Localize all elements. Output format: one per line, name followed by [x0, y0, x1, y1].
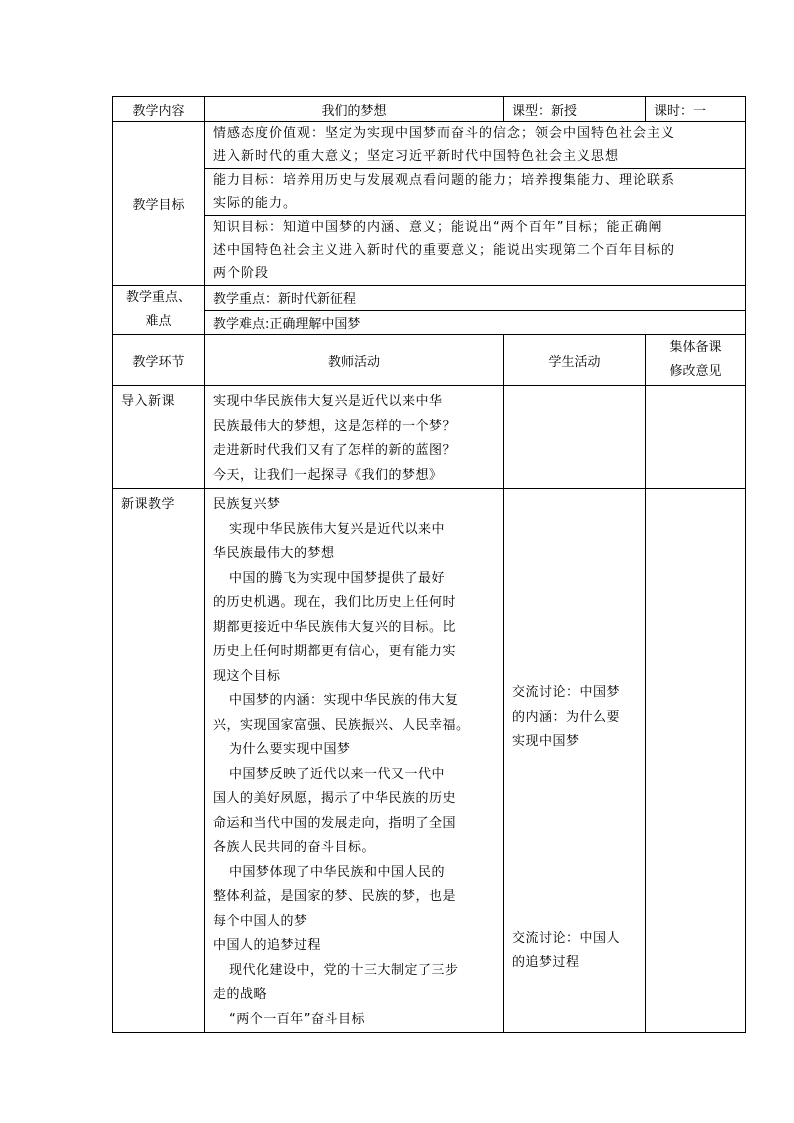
teacher-activity-intro: [205, 386, 504, 489]
key-points-label: [113, 286, 205, 335]
teacher-line: 命运和当代中国的发展走向，指明了全国: [213, 815, 457, 831]
teacher-line: 兴，实现国家富强、民族振兴、人民幸福。: [213, 717, 470, 733]
teacher-line: 中国梦反映了近代以来一代又一代中: [229, 766, 446, 782]
lesson-plan-table: [112, 96, 746, 1033]
column-stage: 教学环节: [113, 335, 205, 386]
teacher-line: 民族复兴梦: [213, 497, 281, 512]
student-activity-new-lesson: [504, 489, 646, 1033]
objective-line: 能力目标：培养用历史与发展观点看问题的能力；培养搜集能力、理论联系: [213, 173, 676, 188]
student-line: 的追梦过程: [512, 955, 580, 970]
objective-row: [113, 122, 746, 169]
student-line: 交流讨论：中国人: [512, 930, 621, 946]
column-revision-line2: 修改意见: [669, 364, 722, 379]
teacher-line: 今天，让我们一起探寻《我们的梦想》: [213, 467, 443, 483]
teacher-line: 实现中华民族伟大复兴是近代以来中: [229, 521, 446, 537]
student-spacer: [512, 493, 637, 681]
teacher-line: 的历史机遇。现在，我们比历史上任何时: [213, 595, 457, 610]
student-line: 交流讨论：中国梦: [512, 685, 621, 700]
key-points-label-line2: 难点: [145, 314, 172, 329]
objective-row: [113, 169, 746, 216]
key-difficulty-row: [113, 310, 746, 335]
lesson-periods: 课时：一: [646, 97, 746, 122]
objective-ability: [205, 169, 746, 216]
teacher-line: 实现中华民族伟大复兴是近代以来中华: [213, 394, 443, 409]
teacher-line: “两个一百年”奋斗目标: [229, 1011, 365, 1027]
key-points-row: [113, 286, 746, 311]
content-label: 教学内容: [113, 97, 205, 122]
teacher-line: 中国梦体现了中华民族和中国人民的: [229, 864, 446, 880]
column-student: 学生活动: [504, 335, 646, 386]
column-revision: [646, 335, 746, 386]
section-row-intro: [113, 386, 746, 489]
objective-line: 述中国特色社会主义进入新时代的重要意义；能说出实现第二个百年目标的: [213, 243, 676, 258]
section-row-new-lesson: [113, 489, 746, 1033]
column-teacher: 教师活动: [205, 335, 504, 386]
teacher-line: 各族人民共同的奋斗目标。: [213, 840, 376, 855]
teacher-activity-new-lesson: [205, 489, 504, 1033]
objectives-label: 教学目标: [113, 122, 205, 286]
objective-line: 进入新时代的重大意义；坚定习近平新时代中国特色社会主义思想: [213, 149, 620, 164]
objective-line: 情感态度价值观：坚定为实现中国梦而奋斗的信念；领会中国特色社会主义: [213, 126, 676, 141]
objective-line: 实际的能力。: [213, 196, 298, 211]
column-revision-line1: 集体备课: [669, 340, 722, 355]
stage-intro: 导入新课: [113, 386, 205, 489]
teacher-line: 国人的美好夙愿，揭示了中华民族的历史: [213, 791, 457, 806]
teacher-line: 中国梦的内涵：实现中华民族的伟大复: [229, 693, 459, 708]
revision-intro: [646, 386, 746, 489]
teacher-line: 为什么要实现中国梦: [229, 742, 351, 757]
student-line: 的内涵：为什么要: [512, 709, 621, 725]
teacher-line: 中国人的追梦过程: [213, 938, 322, 953]
key-difficulty: 教学难点:正确理解中国梦: [205, 310, 746, 335]
column-header-row: [113, 335, 746, 386]
student-activity-intro: [504, 386, 646, 489]
teacher-line: 走进新时代我们又有了怎样的新的蓝图？: [213, 443, 457, 458]
header-row: [113, 97, 746, 122]
objective-line: 两个阶段: [213, 266, 270, 281]
teacher-line: 华民族最伟大的梦想: [213, 546, 335, 561]
teacher-line: 历史上任何时期都更有信心，更有能力实: [213, 644, 457, 659]
key-focus: 教学重点：新时代新征程: [205, 286, 746, 311]
teacher-line: 现这个目标: [213, 668, 281, 684]
objective-affective: [205, 122, 746, 169]
teacher-line: 走的战略: [213, 987, 268, 1002]
teacher-line: 每个中国人的梦: [213, 913, 308, 929]
teacher-line: 中国的腾飞为实现中国梦提供了最好: [229, 570, 446, 586]
objective-row: [113, 216, 746, 286]
teacher-line: 期都更接近中华民族伟大复兴的目标。比: [213, 619, 457, 635]
objective-knowledge: [205, 216, 746, 286]
lesson-title: 我们的梦想: [205, 97, 504, 122]
stage-new-lesson: 新课教学: [113, 489, 205, 1033]
teacher-line: 整体利益，是国家的梦、民族的梦，也是: [213, 889, 457, 904]
revision-new-lesson: [646, 489, 746, 1033]
teacher-line: 民族最伟大的梦想，这是怎样的一个梦？: [213, 418, 457, 434]
key-points-label-line1: 教学重点、: [125, 290, 191, 305]
objective-line: 知识目标：知道中国梦的内涵、意义；能说出“两个百年”目标；能正确阐: [213, 220, 663, 235]
teacher-line: 现代化建设中，党的十三大制定了三步: [229, 962, 459, 978]
lesson-type: 课型：新授: [504, 97, 646, 122]
student-spacer: [512, 755, 637, 927]
student-line: 实现中国梦: [512, 734, 580, 749]
